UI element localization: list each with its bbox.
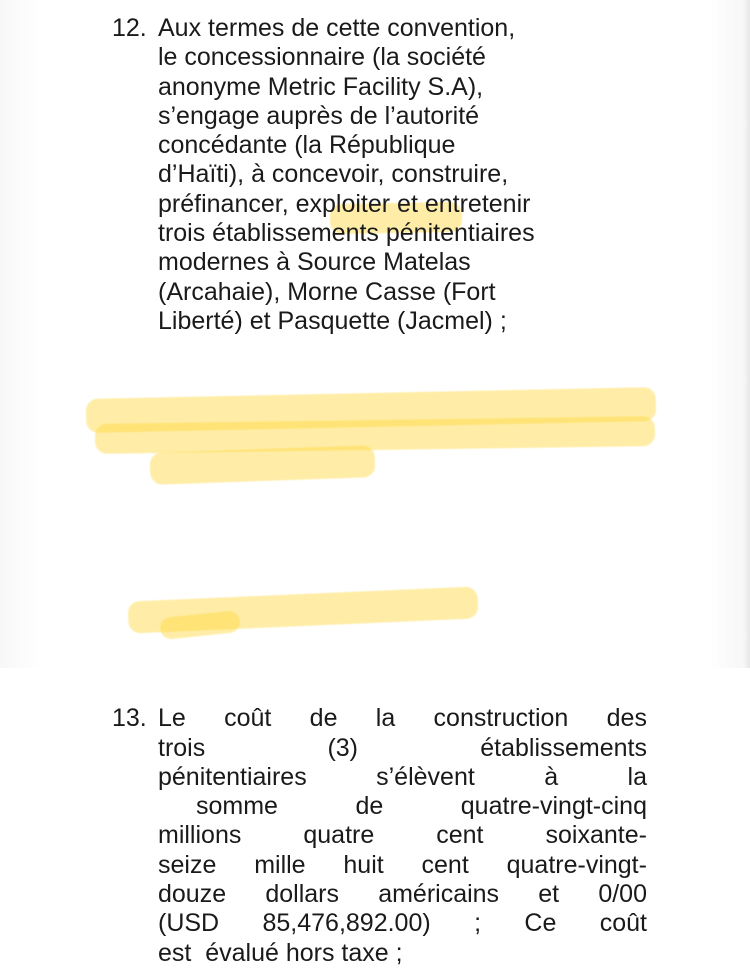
item-12-text-8: trois établissements pénitentiaires <box>158 219 535 248</box>
word: à <box>544 762 559 791</box>
item-12-line-6 <box>112 160 647 189</box>
word: millions <box>158 821 242 850</box>
item-12-line-1 <box>112 14 647 43</box>
item-13-line-4 <box>112 792 647 821</box>
word: dollars <box>265 880 339 909</box>
word: établissements <box>480 733 647 762</box>
item-12-text-7b: et entretenir <box>390 189 531 218</box>
word: mille <box>254 850 306 879</box>
item-13-line-8 <box>112 909 647 938</box>
usd-label: (USD <box>158 909 220 938</box>
word: somme <box>196 792 278 821</box>
word: quatre-vingt-cinq <box>460 792 647 821</box>
item-12-line-2 <box>112 43 647 72</box>
item-12-highlighted-word: exploiter <box>295 189 391 218</box>
item-12-text-4: s’engage auprès de l’autorité <box>158 101 480 130</box>
item-12-line-7 <box>112 190 647 219</box>
item-13-line-6 <box>112 851 647 880</box>
word: coût <box>224 704 272 733</box>
word: et <box>538 880 560 909</box>
item-12-text-9: modernes à Source Matelas <box>158 248 471 277</box>
word: la <box>375 704 396 733</box>
highlight-line-2 <box>95 416 655 454</box>
word: (3) <box>327 733 359 762</box>
item-12-text-2: le concessionnaire (la société <box>158 43 486 72</box>
word: Le <box>158 704 186 733</box>
word: construction <box>433 704 569 733</box>
word: des <box>606 704 647 733</box>
word: de <box>309 704 338 733</box>
item-12-text-11: Liberté) et Pasquette (Jacmel) ; <box>158 306 507 335</box>
item-12-line-11 <box>112 307 647 336</box>
list-item-12 <box>112 14 647 336</box>
item-12-line-9 <box>112 248 647 277</box>
word: pénitentiaires <box>158 762 307 791</box>
item-13-line-9 <box>112 939 647 968</box>
word: trois <box>158 733 206 762</box>
item-12-text-1: Aux termes de cette convention, <box>158 14 516 42</box>
item-12-text-3: anonyme Metric Facility S.A), <box>158 72 484 101</box>
page-edge-shadow <box>744 0 750 668</box>
word: ; <box>474 909 482 938</box>
item-12-text-7a: préfinancer, <box>158 189 296 218</box>
item-12-line-3 <box>112 73 647 102</box>
word: Ce <box>524 909 557 938</box>
item-12-text-10: (Arcahaie), Morne Casse (Fort <box>158 277 496 306</box>
item-12-number: 12. <box>112 14 147 42</box>
item-13-line-3 <box>112 763 647 792</box>
word: quatre <box>303 821 375 850</box>
word: 0/00 <box>598 880 647 909</box>
word: huit <box>343 850 384 879</box>
item-13-line-7 <box>112 880 647 909</box>
list-item-13 <box>112 704 647 968</box>
word: la <box>627 762 647 791</box>
word: douze <box>158 880 227 909</box>
highlight-line-3 <box>150 445 376 485</box>
item-13-line-2 <box>112 734 647 763</box>
word: cent <box>436 821 484 850</box>
item-12-text-5: concédante (la République <box>158 131 456 160</box>
item-12-text-6: d’Haïti), à concevoir, construire, <box>158 160 509 189</box>
word: seize <box>158 850 217 879</box>
item-12-line-8 <box>112 219 647 248</box>
word: s’élèvent <box>376 762 475 791</box>
usd-amount: 85,476,892.00) <box>262 909 431 938</box>
item-13-number: 13. <box>112 704 147 733</box>
word: américains <box>378 880 500 909</box>
item-13-line-1 <box>112 704 647 733</box>
item-12-line-4 <box>112 102 647 131</box>
item-13-line-5 <box>112 821 647 850</box>
word: soixante- <box>545 821 647 850</box>
item-12-line-5 <box>112 131 647 160</box>
item-12-line-10 <box>112 278 647 307</box>
item-13-text-9: est évalué hors taxe ; <box>158 938 403 967</box>
word: quatre-vingt- <box>506 850 647 879</box>
word: cent <box>421 850 469 879</box>
word: coût <box>599 909 647 938</box>
word: de <box>355 792 384 821</box>
